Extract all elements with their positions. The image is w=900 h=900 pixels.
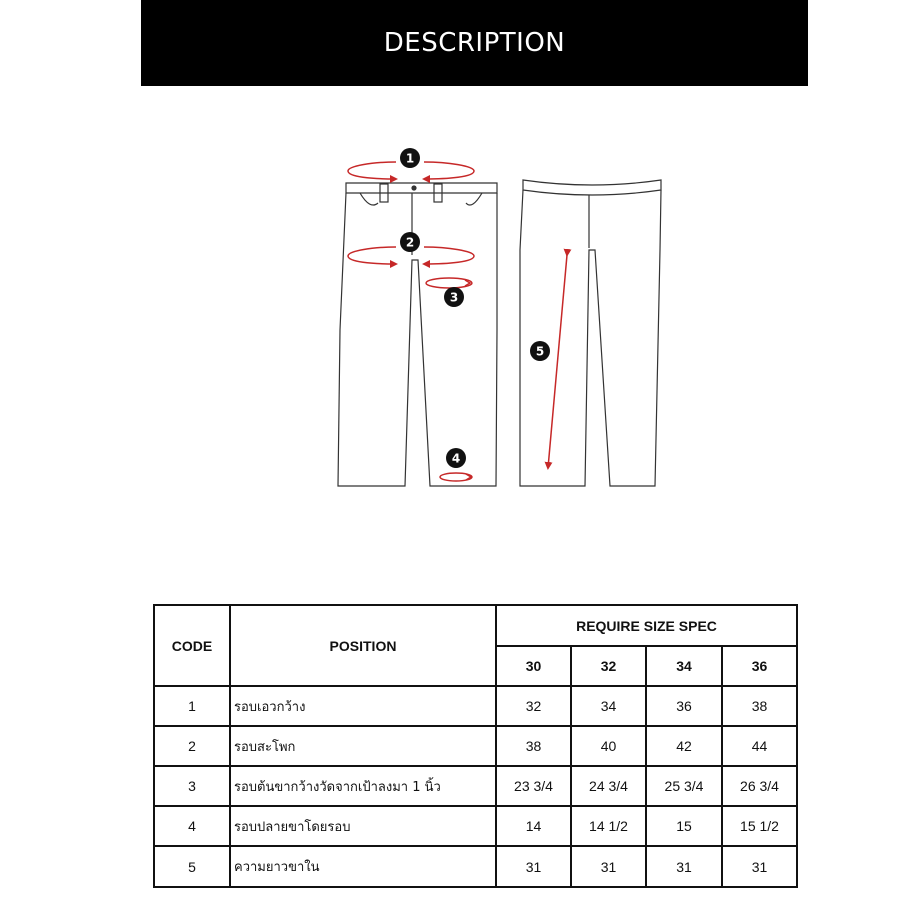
page-title: DESCRIPTION [383,28,566,58]
svg-text:5: 5 [535,344,545,359]
back-pants-illustration [520,180,661,486]
row-value: 31 [722,846,797,887]
size-header: 30 [496,646,571,686]
leg-opening-measure-marker [440,448,472,481]
row-value: 34 [571,686,646,726]
row-position: ความยาวขาใน [230,846,496,887]
svg-text:4: 4 [451,451,461,466]
table-row [154,806,797,846]
size-header: 32 [571,646,646,686]
table-header-row [154,605,797,646]
row-value: 26 3/4 [722,766,797,806]
thigh-measure-marker [426,278,472,307]
row-code: 3 [154,766,230,806]
table-row [154,846,797,887]
row-value: 32 [496,686,571,726]
row-code: 4 [154,806,230,846]
pants-measurement-diagram [300,130,700,510]
row-value: 36 [646,686,722,726]
row-value: 38 [496,726,571,766]
row-code: 5 [154,846,230,887]
row-value: 40 [571,726,646,766]
table-row [154,726,797,766]
front-pants-illustration [338,183,497,486]
row-value: 25 3/4 [646,766,722,806]
size-header: 34 [646,646,722,686]
header-bar [141,0,808,86]
row-value: 14 [496,806,571,846]
row-value: 38 [722,686,797,726]
row-value: 14 1/2 [571,806,646,846]
svg-text:2: 2 [405,235,415,250]
row-value: 44 [722,726,797,766]
row-code: 2 [154,726,230,766]
row-position: รอบต้นขากว้างวัดจากเป้าลงมา 1 นิ้ว [230,766,496,806]
table-row [154,686,797,726]
waist-measure-marker [348,148,474,179]
row-value: 42 [646,726,722,766]
table-row [154,766,797,806]
row-position: รอบปลายขาโดยรอบ [230,806,496,846]
row-position: รอบสะโพก [230,726,496,766]
row-value: 31 [496,846,571,887]
row-value: 31 [571,846,646,887]
row-code: 1 [154,686,230,726]
code-column-header: CODE [154,605,230,686]
svg-text:1: 1 [405,151,415,166]
row-value: 24 3/4 [571,766,646,806]
size-spec-header: REQUIRE SIZE SPEC [496,605,797,646]
hip-measure-marker [348,232,474,264]
svg-text:3: 3 [449,290,459,305]
size-header: 36 [722,646,797,686]
row-value: 23 3/4 [496,766,571,806]
row-value: 31 [646,846,722,887]
row-value: 15 [646,806,722,846]
row-value: 15 1/2 [722,806,797,846]
inseam-measure-marker [530,255,567,468]
size-spec-table [153,604,798,888]
row-position: รอบเอวกว้าง [230,686,496,726]
position-column-header: POSITION [230,605,496,686]
